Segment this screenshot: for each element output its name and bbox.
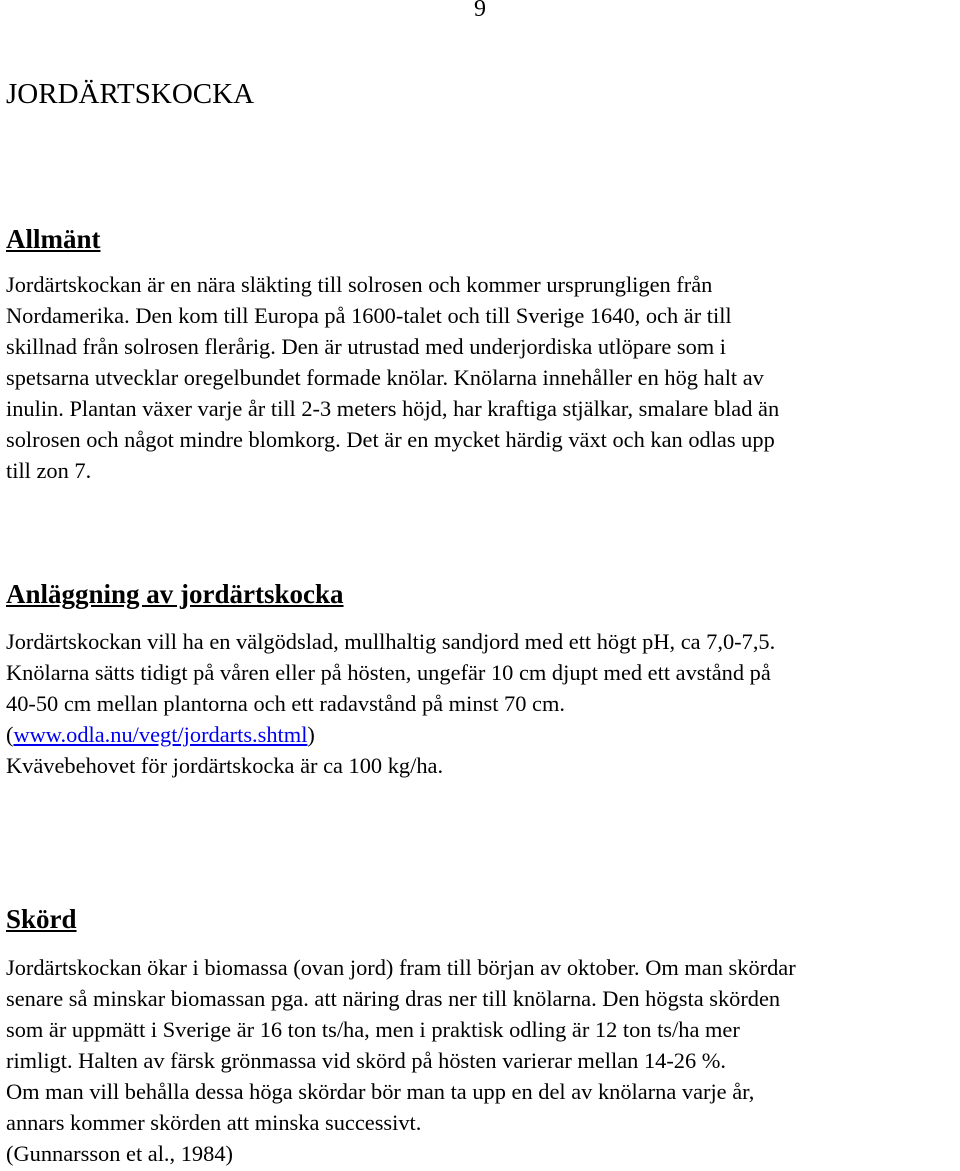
text-line: solrosen och något mindre blomkorg. Det är en mycket härdig växt och kan odlas upp <box>6 427 775 452</box>
text-line: Jordärtskockan ökar i biomassa (ovan jord) fram till början av oktober. Om man skördar <box>6 955 796 980</box>
section-heading-skord: Skörd <box>6 904 77 934</box>
section-heading-allmant: Allmänt <box>6 224 101 254</box>
text-line: Knölarna sätts tidigt på våren eller på hösten, ungefär 10 cm djupt med ett avstånd på <box>6 660 771 685</box>
text-line: annars kommer skörden att minska successivt. <box>6 1110 422 1135</box>
paragraph-allmant <box>6 269 779 486</box>
text-line: Om man vill behålla dessa höga skördar bör man ta upp en del av knölarna varje år, <box>6 1079 755 1104</box>
text-line: inulin. Plantan växer varje år till 2-3 meters höjd, har kraftiga stjälkar, smalare blad än <box>6 396 780 421</box>
section-heading-anlaggning: Anläggning av jordärtskocka <box>6 579 344 609</box>
text-line: rimligt. Halten av färsk grönmassa vid skörd på hösten varierar mellan 14-26 %. <box>6 1048 727 1073</box>
paragraph-anlaggning <box>6 626 775 781</box>
link-line <box>6 719 775 750</box>
page-title: JORDÄRTSKOCKA <box>6 78 255 110</box>
text-line: till zon 7. <box>6 458 92 483</box>
page-number: 9 <box>474 0 486 22</box>
text-line: skillnad från solrosen flerårig. Den är utrustad med underjordiska utlöpare som i <box>6 334 727 359</box>
source-link[interactable]: www.odla.nu/vegt/jordarts.shtml <box>13 722 308 747</box>
text-line: Jordärtskockan vill ha en välgödslad, mullhaltig sandjord med ett högt pH, ca 7,0-7,5. <box>6 629 776 654</box>
text-line: som är uppmätt i Sverige är 16 ton ts/ha, men i praktisk odling är 12 ton ts/ha mer <box>6 1017 740 1042</box>
link-close-paren: ) <box>307 722 315 747</box>
text-line: senare så minskar biomassan pga. att näring dras ner till knölarna. Den högsta skörden <box>6 986 781 1011</box>
text-line: spetsarna utvecklar oregelbundet formade knölar. Knölarna innehåller en hög halt av <box>6 365 764 390</box>
text-line: Nordamerika. Den kom till Europa på 1600-talet och till Sverige 1640, och är till <box>6 303 732 328</box>
text-line: Kvävebehovet för jordärtskocka är ca 100 kg/ha. <box>6 753 444 778</box>
paragraph-skord <box>6 952 796 1169</box>
link-open-paren: ( <box>6 722 14 747</box>
text-line: 40-50 cm mellan plantorna och ett radavstånd på minst 70 cm. <box>6 691 565 716</box>
text-line: Jordärtskockan är en nära släkting till solrosen och kommer ursprungligen från <box>6 272 713 297</box>
citation: (Gunnarsson et al., 1984) <box>6 1141 233 1166</box>
